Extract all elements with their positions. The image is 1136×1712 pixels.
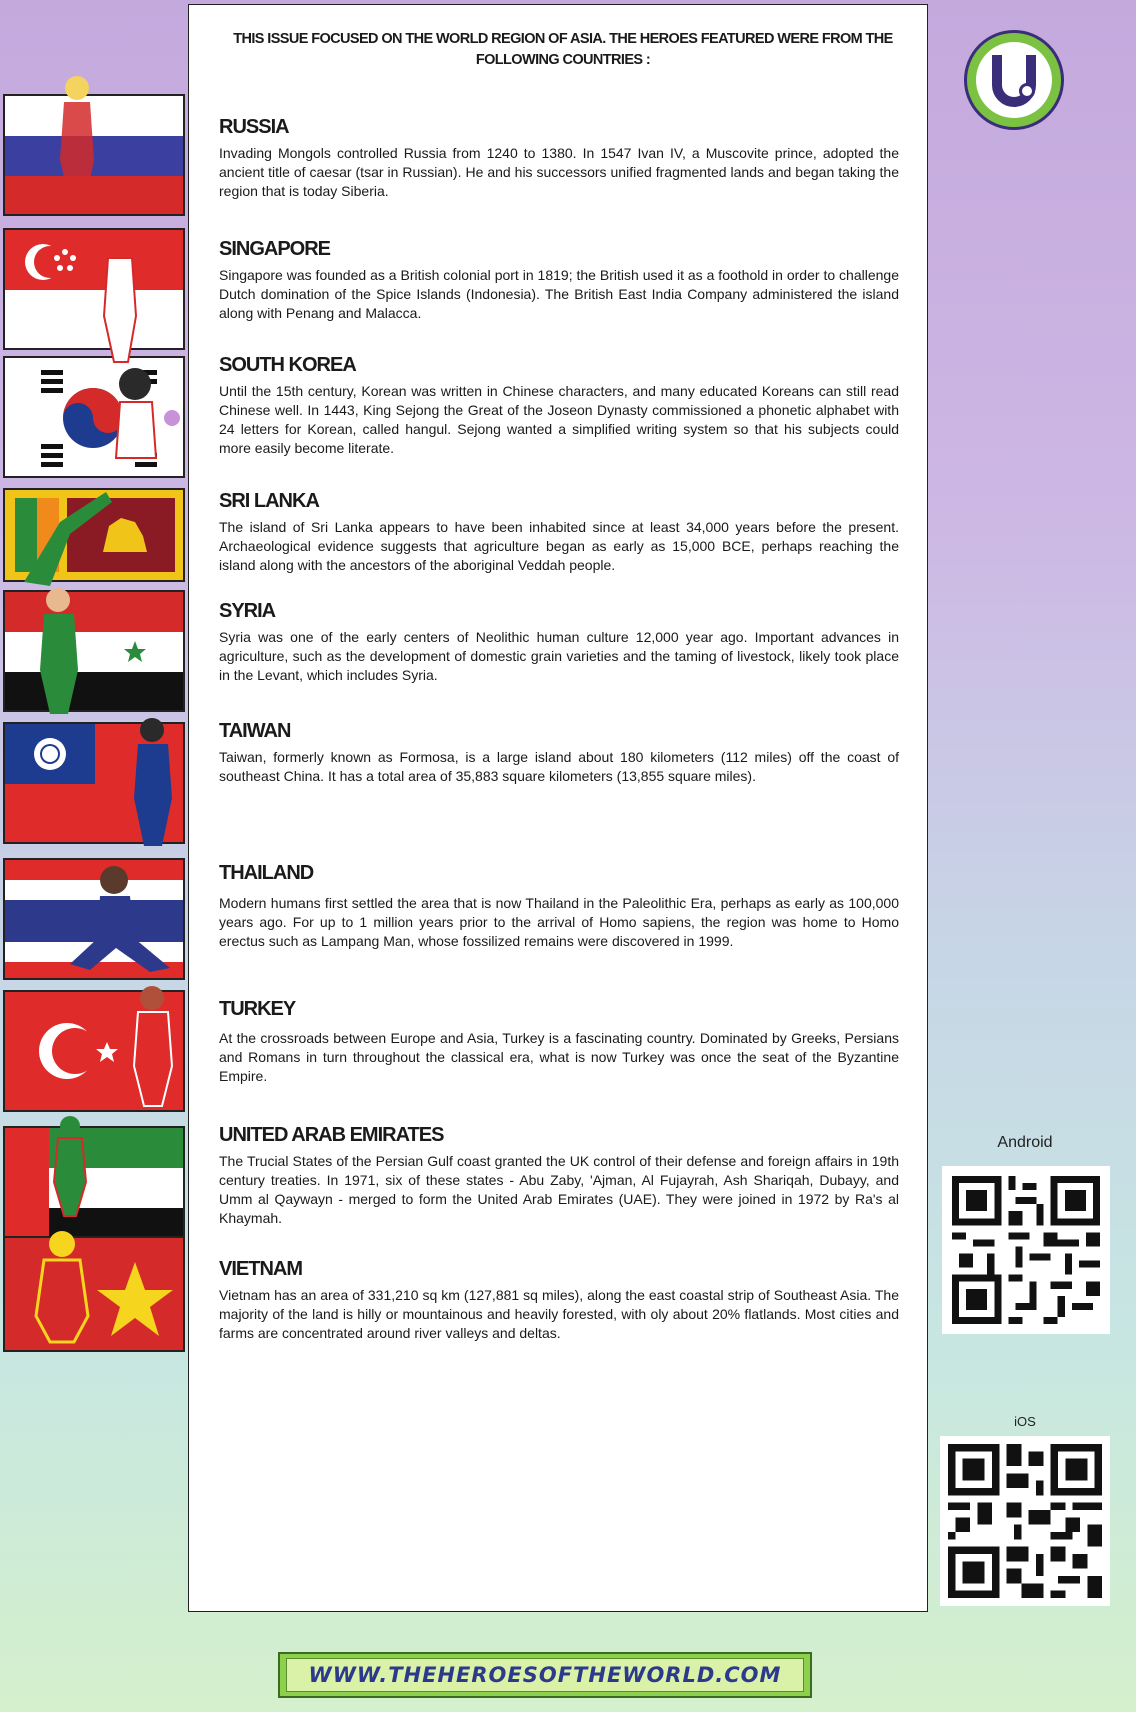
website-url[interactable]: WWW.THEHEROESOFTHEWORLD.COM [286, 1658, 804, 1692]
country-entry-singapore [219, 237, 899, 323]
country-entry-uae [219, 1123, 899, 1228]
country-description: At the crossroads between Europe and Asia, Turkey is a fascinating country. Dominated by Greeks, Persians and Romans in turn throughout the classical era, what is now Turkey was once the seat of the Byzantine Empire. [219, 1030, 899, 1084]
qr-code-icon [948, 1444, 1102, 1598]
sun-icon [30, 734, 70, 774]
country-title: TAIWAN [219, 720, 291, 742]
country-title: TURKEY [219, 998, 296, 1020]
hero-figure-russia [42, 70, 112, 220]
country-description: Invading Mongols controlled Russia from 1240 to 1380. In 1547 Ivan IV, a Muscovite prince, adopted the ancient title of caesar (tsar in Russian). He and his successors unified fragmented lands and began taking the region that is today Siberia. [219, 145, 899, 199]
hero-figure-vietnam [18, 1226, 108, 1346]
country-description: The island of Sri Lanka appears to have been inhabited since at least 34,000 years before the present. Archaeological evidence suggests that agriculture began as early as 15,000 BCE, perhaps reaching the island along with the ancestors of the aboriginal Veddah people. [219, 519, 899, 573]
country-title: UNITED ARAB EMIRATES [219, 1124, 444, 1146]
crescent-icon [19, 238, 89, 286]
country-title: SOUTH KOREA [219, 354, 356, 376]
country-entry-south-korea [219, 353, 899, 458]
hero-figure-south-korea [80, 358, 180, 478]
intro-text: THIS ISSUE FOCUSED ON THE WORLD REGION OF ASIA. THE HEROES FEATURED WERE FROM THE FOLLOWING COUNTRIES : [233, 31, 893, 68]
country-title: SRI LANKA [219, 490, 319, 512]
country-entry-russia [219, 115, 899, 201]
country-description: Modern humans first settled the area that is now Thailand in the Paleolithic Era, perhaps as early as 100,000 years ago. For up to 1 million years prior to the arrival of Homo sapiens, the region was home to Homo erectus such as Lampang Man, whose fossilized remains were discovered in 1999. [219, 895, 899, 949]
hero-figure-sri-lanka [10, 482, 120, 592]
country-description: Until the 15th century, Korean was written in Chinese characters, and many educated Koreans can still read Chinese well. In 1443, King Sejong the Great of the Joseon Dynasty commissioned a phonetic alphabet with 24 letters for Korean, called hangul. Sejong wanted a simplified writing system so that his subjects could more easily become literate. [219, 383, 899, 456]
heroes-logo [964, 30, 1064, 130]
country-entry-taiwan [219, 719, 899, 786]
country-title: SINGAPORE [219, 238, 331, 260]
ios-qr-code[interactable] [940, 1436, 1110, 1606]
country-description: Singapore was founded as a British colonial port in 1819; the British used it as a foothold in order to challenge Dutch domination of the Spice Islands (Indonesia). The British East India Company administered the island along with Penang and Malacca. [219, 267, 899, 321]
hero-figure-taiwan [110, 712, 190, 852]
ios-label: iOS [1014, 1414, 1036, 1429]
country-entry-syria [219, 599, 899, 685]
country-entry-thailand [219, 861, 899, 951]
country-title: SYRIA [219, 600, 276, 622]
country-description: Taiwan, formerly known as Formosa, is a large island about 180 kilometers (112 miles) off the coast of southeast China. It has a total area of 35,883 square kilometers (13,855 square miles). [219, 749, 899, 784]
country-description: Vietnam has an area of 331,210 sq km (127,881 sq miles), along the east coastal strip of Southeast Asia. The majority of the land is hilly or mountainous and heavily forested, with oly about 20% flatlands. Most cities and farms are concentrated around river valleys and deltas. [219, 1287, 899, 1341]
country-title: RUSSIA [219, 116, 289, 138]
country-description: Syria was one of the early centers of Neolithic human culture 12,000 year ago. Important advances in agriculture, such as the development of domestic grain varieties and the taming of livestock, likely took place in the Levant, which includes Syria. [219, 629, 899, 683]
content-panel [188, 4, 928, 1612]
hero-figure-singapore [90, 230, 150, 370]
website-url-banner[interactable] [278, 1652, 812, 1698]
android-qr-code[interactable] [942, 1166, 1110, 1334]
country-entry-vietnam [219, 1257, 899, 1343]
country-title: VIETNAM [219, 1258, 302, 1280]
hero-figure-thailand [50, 858, 190, 978]
hero-figure-uae [36, 1112, 106, 1222]
hero-figure-syria [20, 580, 100, 720]
hero-figure-turkey [110, 980, 190, 1110]
star-icon [123, 640, 147, 664]
country-title: THAILAND [219, 862, 314, 884]
country-description: The Trucial States of the Persian Gulf coast granted the UK control of their defense and foreign affairs in 19th century treaties. In 1971, six of these states - Abu Zaby, 'Ajman, Al Fujayrah, Ash Shariqah, Dubayy, and Umm al Qaywayn - merged to form the United Arab Emirates (UAE). They were joined in 1972 by Ra's al Khaymah. [219, 1153, 899, 1226]
country-entry-turkey [219, 997, 899, 1086]
qr-code-icon [952, 1176, 1100, 1324]
globe-u-icon [967, 33, 1061, 127]
android-label: Android [997, 1134, 1053, 1151]
country-entry-sri-lanka [219, 489, 899, 575]
